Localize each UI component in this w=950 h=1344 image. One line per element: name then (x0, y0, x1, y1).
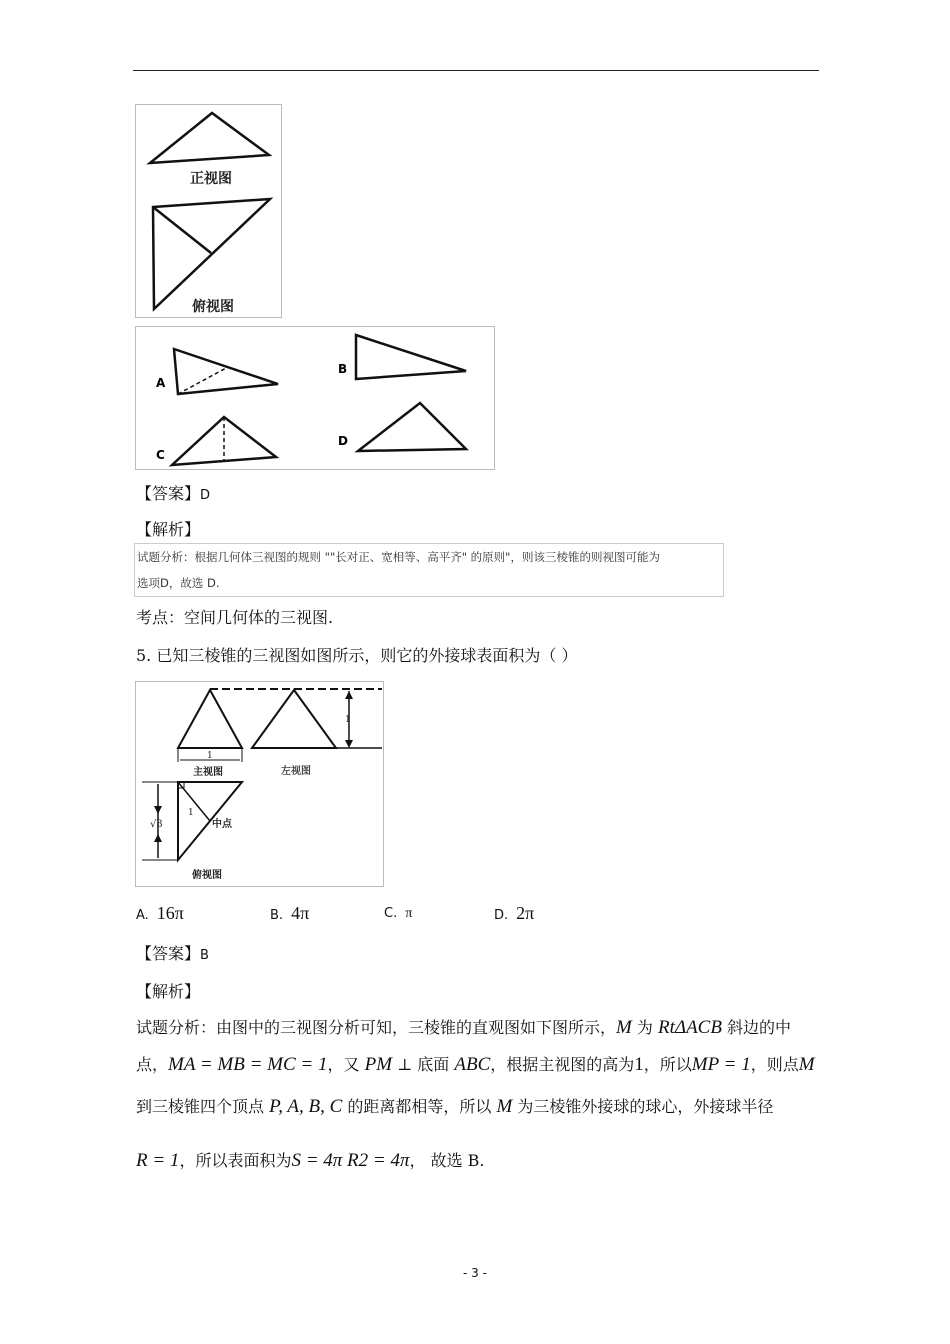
q4-analysis-line1: 试题分析：根据几何体三视图的规则 ""长对正、宽相等、高平齐" 的原则"，则该三棱锥的则视图可能为 (137, 550, 660, 564)
three-view-drawing (136, 105, 281, 317)
q5-option-a (136, 903, 184, 924)
option-a-label: A (156, 376, 166, 390)
midpoint-label: 中点 (212, 819, 232, 830)
q4-analysis-label: 【解析】 (136, 520, 201, 539)
q5-option-d-letter: D. (494, 908, 509, 923)
left-view-triangle (252, 690, 336, 748)
options-figure (135, 326, 495, 470)
height-arrow-up (345, 691, 353, 699)
q5-option-d (494, 903, 534, 924)
height-arrow-down (345, 740, 353, 748)
q5-sol-line1 (136, 1017, 791, 1040)
q5-option-c-letter: C. (384, 906, 398, 921)
header-rule (133, 70, 819, 71)
sqrt3-arrow-up (154, 834, 162, 842)
left-view-label: 左视图 (281, 766, 311, 777)
sol-l3pts: P, A, B, C (269, 1096, 343, 1117)
q5-option-c (384, 903, 412, 922)
option-b-shape (356, 335, 466, 379)
q5-answer-value: B (200, 948, 209, 963)
sol-l2a: 点， (136, 1055, 169, 1074)
main-view-label: 主视图 (193, 767, 223, 778)
top-view-dim-label: 1 (188, 808, 194, 818)
sol-l2mp: MP = 1 (691, 1054, 751, 1075)
q5-answer (136, 944, 209, 964)
top-view-label-q5: 俯视图 (192, 870, 222, 881)
q5-option-a-value: 16π (156, 903, 184, 923)
front-view-triangle (150, 113, 269, 163)
sol-l4a: ，所以表面积为 (179, 1151, 292, 1170)
main-view-dim-label: 1 (207, 751, 213, 761)
q4-answer (136, 484, 210, 504)
sol-l1a: 试题分析：由图中的三视图分析可知，三棱锥的直观图如下图所示， (136, 1018, 617, 1037)
q4-analysis-line2: 选项D，故选 D. (137, 576, 220, 590)
front-view-label: 正视图 (190, 171, 232, 187)
option-d-label: D (338, 434, 348, 448)
sol-l2b: ，又 (327, 1055, 365, 1074)
option-d-shape (358, 403, 466, 451)
sol-l1c: 斜边的中 (721, 1018, 792, 1037)
q5-question: 5. 已知三棱锥的三视图如图所示，则它的外接球表面积为（ ） (136, 646, 578, 665)
sol-l1rt: RtΔACB (658, 1017, 722, 1038)
q5-three-view-drawing (136, 682, 383, 886)
option-b-label: B (338, 362, 348, 376)
q5-sol-line4 (136, 1150, 485, 1173)
sol-l2eq: MA = MB = MC = 1 (168, 1054, 328, 1075)
sol-l2pm: PM (364, 1054, 393, 1075)
q5-three-view-figure (135, 681, 384, 887)
height-dim-label: 1 (345, 715, 351, 725)
page-number: - 3 - (463, 1266, 487, 1280)
q5-option-b (270, 903, 309, 924)
sol-l3a: 到三棱锥四个顶点 (136, 1097, 270, 1116)
top-view-triangle (153, 199, 270, 309)
q5-option-d-value: 2π (516, 903, 535, 923)
sol-l3b: 的距离都相等，所以 (342, 1097, 497, 1116)
q4-answer-label: 【答案】 (136, 484, 201, 503)
sqrt3-label: √3 (150, 819, 163, 830)
q5-option-b-letter: B. (270, 908, 284, 923)
sol-l4s: S = 4π R2 = 4π (291, 1150, 410, 1171)
q5-option-a-letter: A. (136, 908, 149, 923)
sol-l4b: ， 故选 B. (409, 1151, 485, 1170)
q4-analysis-box (134, 543, 724, 597)
q5-answer-label: 【答案】 (136, 944, 201, 963)
options-drawing (136, 327, 494, 469)
sol-l3c: 为三棱锥外接球的球心，外接球半径 (512, 1097, 774, 1116)
q5-option-b-value: 4π (291, 903, 310, 923)
q4-kaodian: 考点：空间几何体的三视图. (136, 608, 334, 627)
sol-l2e: ，所以 (643, 1055, 692, 1074)
sol-l1M: M (616, 1017, 632, 1038)
q5-sol-line3 (136, 1096, 773, 1119)
q5-option-c-value: π (405, 906, 413, 921)
sol-l2f: ，则点 (750, 1055, 799, 1074)
top-view-inner-line (153, 207, 211, 253)
q4-answer-value: D (200, 488, 211, 503)
option-a-shape (174, 349, 278, 394)
sol-l2one: 1 (634, 1054, 644, 1075)
sol-l3M: M (496, 1096, 513, 1117)
sqrt3-arrow-down (154, 806, 162, 814)
q5-analysis-label: 【解析】 (136, 982, 201, 1001)
main-view-triangle (178, 690, 242, 748)
top-view-label: 俯视图 (192, 299, 234, 315)
sol-l1b: 为 (631, 1018, 659, 1037)
sol-l2M: M (798, 1054, 815, 1075)
sol-l2c: ⊥ 底面 (392, 1055, 455, 1074)
sol-l2d: ，根据主视图的高为 (490, 1055, 635, 1074)
sol-l2abc: ABC (454, 1054, 491, 1075)
q5-sol-line2 (136, 1054, 815, 1077)
option-c-label: C (156, 448, 165, 462)
three-view-figure (135, 104, 282, 318)
sol-l4r: R = 1 (136, 1150, 180, 1171)
